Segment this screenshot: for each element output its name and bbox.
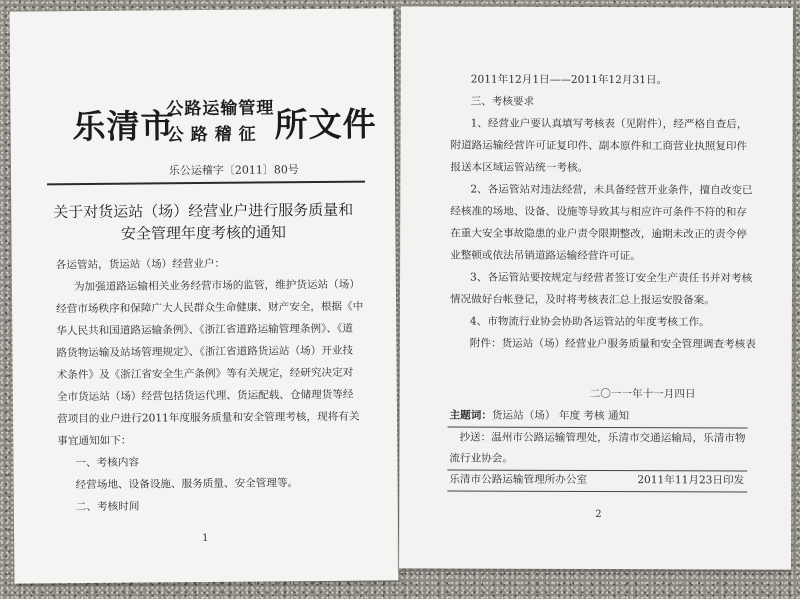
attachment-line: 附件：货运站（场）经营业户服务质量和安全管理调查考核表 [469,337,756,351]
keywords-line [450,410,630,421]
section-heading: 一、考核内容 [75,456,140,470]
body-line: 1、经营业户要认真填写考核表（见附件），经严格自查后， [470,117,748,131]
issue-date: 二〇一一年十一月四日 [589,387,696,401]
body-line: 报送本区域运管站统一考核。 [450,161,589,174]
body-line: 为加强道路运输相关业务经营市场的监管，维护货运站（场） [73,278,360,294]
body-line: 经营场地、设备设施、服务质量、安全管理等。 [75,477,299,492]
header-city: 乐清市 [72,106,175,147]
body-line: 情况做好台帐登记，及时将考核表汇总上报运安股备案。 [449,293,715,307]
header-agency-bottom: 公路稽征 [166,124,263,146]
body-line: 经营市场秩序和保障广大人民群众生命健康、财产安全，根据《中 [56,300,364,316]
body-line: 2、各运管站对违法经营，未具备经营开业条件，擅自改变已 [470,183,753,197]
section-heading: 三、考核要求 [470,95,535,108]
body-line: 术条件》及《浙江省安全生产条例》等有关规定，经研究决定对 [56,366,354,382]
body-line: 全市货运站（场）经营包括货运代理、货运配载、仓储理货等经 [56,388,354,404]
cc-line-1: 抄送：温州市公路运输管理处，乐清市交通运输局，乐清市物 [459,431,746,445]
cc-line-2: 流行业协会。 [449,452,513,465]
keywords-label: 主题词： [449,409,492,422]
cc-divider [447,469,747,471]
body-line: 在重大安全事故隐患的业户责令限期整改，逾期未改正的责令停 [450,227,747,241]
keywords-value: 货运站（场） 年度 考核 通知 [491,409,630,423]
document-page-1 [10,8,399,583]
page-number: 2 [595,508,602,521]
footer-divider [447,490,747,492]
document-number: 乐公运稽字〔2011〕80号 [168,163,299,178]
header-divider [47,181,365,186]
body-line: 附道路运输经营许可证复印件、副本原件和工商营业执照复印件 [450,139,748,153]
body-line: 事宜通知如下： [57,434,132,448]
body-line: 3、各运管站要按规定与经营者签订安全生产责任书并对考核 [470,271,753,285]
print-date: 2011年11月23日印发 [637,474,745,487]
body-line: 各运管站，货运站（场）经营业户： [55,257,226,272]
header-doc-type: 所文件 [274,104,377,145]
section-heading: 二、考核时间 [75,500,140,514]
body-line: 华人民共和国道路运输条例》、《浙江省道路运输管理条例》、《道 [56,322,353,338]
notice-title-line-2: 安全管理年度考核的通知 [120,223,287,243]
header-agency-top: 公路运输管理 [166,98,275,120]
body-line: 营项目的业户进行2011年度服务质量和安全管理考核，现将有关 [57,410,360,426]
document-page-2 [399,6,793,569]
notice-title-line-1: 关于对货运站（场）经营业户进行服务质量和 [53,200,354,222]
page-number: 1 [202,532,209,545]
body-line: 2011年12月1日——2011年12月31日。 [470,73,668,87]
keywords-divider [448,426,748,428]
body-line: 4、市物流行业协会协助各运管站的年度考核工作。 [469,315,710,329]
body-line: 业整顿或依法吊销道路运输经营许可证。 [450,249,641,263]
body-line: 经核准的场地、设备、设施等导致其与相应许可条件不符的和存 [450,205,747,219]
issuer: 乐清市公路运输管理所办公室 [449,473,588,486]
body-line: 路货物运输及站场管理规定》、《浙江省道路货运站（场）开业技 [56,344,354,360]
